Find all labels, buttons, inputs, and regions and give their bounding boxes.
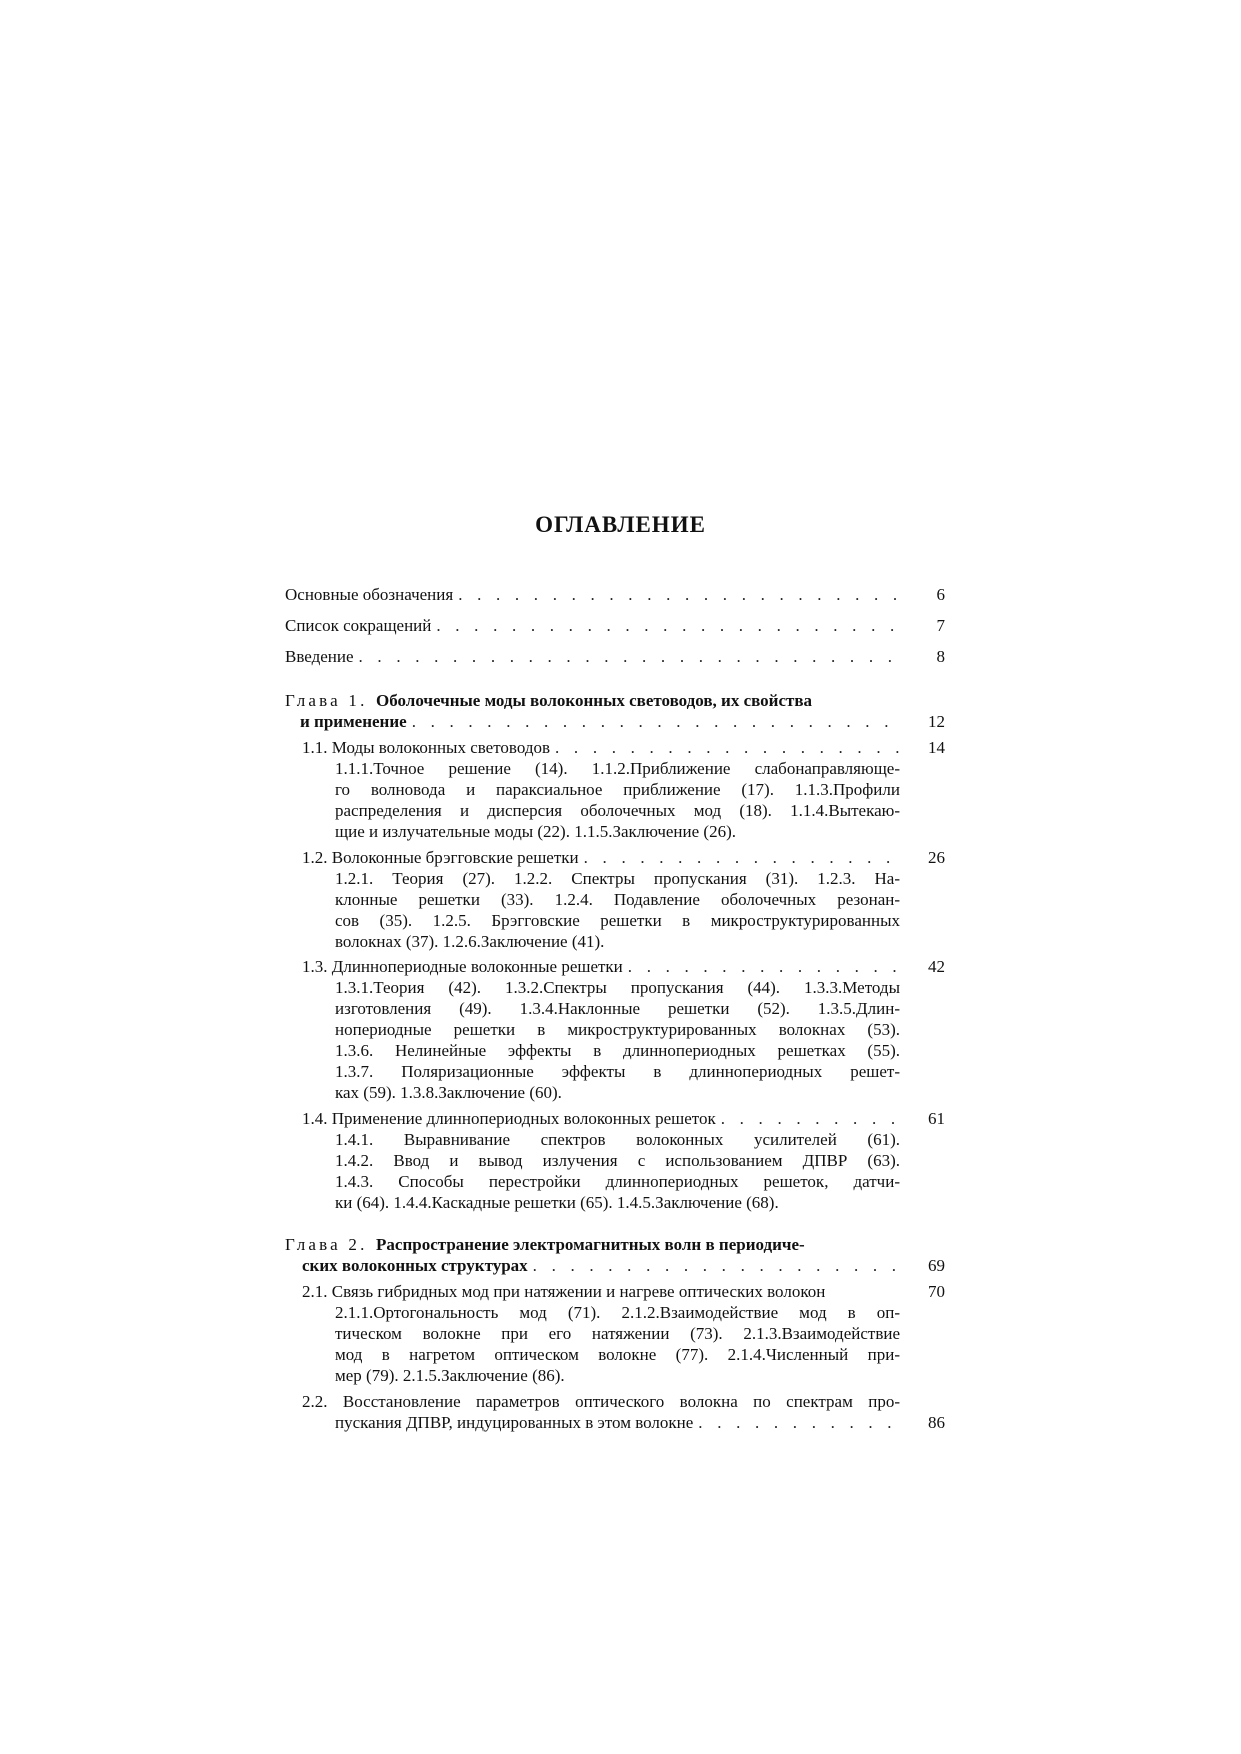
page-number: 42 <box>928 957 945 976</box>
subsection-line: 1.4.3. Способы перестройки длиннопериодных решеток, датчи- <box>335 1172 900 1191</box>
leader-dots <box>628 956 900 977</box>
toc-section-1-4[interactable] <box>302 1108 900 1129</box>
page-number: 61 <box>928 1109 945 1128</box>
subsection-line: 1.1.1.Точное решение (14). 1.1.2.Приближение слабонаправляюще- <box>335 759 900 778</box>
section-number: 2.1. <box>302 1282 328 1301</box>
leader-dots <box>458 584 900 605</box>
page-number: 6 <box>936 585 945 604</box>
page-number: 14 <box>928 738 945 757</box>
section-title: Моды волоконных световодов <box>331 738 551 757</box>
section-number: 1.3. <box>302 957 328 976</box>
subsection-line: нопериодные решетки в микроструктурированных волокнах (53). <box>335 1020 900 1039</box>
subsection-line: мер (79). 2.1.5.Заключение (86). <box>335 1366 565 1385</box>
chapter-title: Распространение электромагнитных волн в периодиче- <box>376 1235 805 1254</box>
toc-section-1-1[interactable] <box>302 737 900 758</box>
leader-dots <box>698 1412 900 1433</box>
toc-entry-introduction[interactable] <box>285 646 900 667</box>
page-number: 26 <box>928 848 945 867</box>
chapter-prefix: Глава 2. <box>285 1235 368 1254</box>
leader-dots <box>584 847 900 868</box>
page-title: ОГЛАВЛЕНИЕ <box>535 512 706 537</box>
subsection-line: го волновода и параксиальное приближение (17). 1.1.3.Профили <box>335 780 900 799</box>
section-number: 1.1. <box>302 738 328 757</box>
chapter-title-cont: ских волоконных структурах <box>302 1256 528 1275</box>
chapter-prefix: Глава 1. <box>285 691 368 710</box>
page-number: 70 <box>928 1282 945 1301</box>
section-number: 1.2. <box>302 848 328 867</box>
section-title: Волоконные брэгговские решетки <box>331 848 579 867</box>
entry-label: Список сокращений <box>285 616 432 635</box>
page-number: 7 <box>936 616 945 635</box>
subsection-line: 1.4.1. Выравнивание спектров волоконных усилителей (61). <box>335 1130 900 1149</box>
section-title: Длиннопериодные волоконные решетки <box>331 957 623 976</box>
section-number: 2.2. <box>302 1392 328 1411</box>
subsection-line: распределения и дисперсия оболочечных мод (18). 1.1.4.Вытекаю- <box>335 801 900 820</box>
subsection-line: тическом волокне при его натяжении (73). 2.1.3.Взаимодействие <box>335 1324 900 1343</box>
page-number: 86 <box>928 1413 945 1432</box>
leader-dots <box>533 1255 900 1276</box>
subsection-line: 1.3.1.Теория (42). 1.3.2.Спектры пропускания (44). 1.3.3.Методы <box>335 978 900 997</box>
toc-section-1-2[interactable] <box>302 847 900 868</box>
section-title: Восстановление параметров оптического волокна по спектрам про- <box>342 1392 900 1411</box>
leader-dots <box>412 711 900 732</box>
page-number: 8 <box>936 647 945 666</box>
chapter-1-heading[interactable] <box>285 690 900 711</box>
subsection-line: ках (59). 1.3.8.Заключение (60). <box>335 1083 562 1102</box>
subsection-line: 1.2.1. Теория (27). 1.2.2. Спектры пропускания (31). 1.2.3. На- <box>335 869 900 888</box>
chapter-title-cont: и применение <box>300 712 407 731</box>
toc-section-2-2-cont[interactable] <box>335 1412 900 1433</box>
section-title: Применение длиннопериодных волоконных решеток <box>331 1109 716 1128</box>
subsection-line: щие и излучательные моды (22). 1.1.5.Заключение (26). <box>335 822 736 841</box>
chapter-title: Оболочечные моды волоконных световодов, их свойства <box>376 691 813 710</box>
section-title: Связь гибридных мод при натяжении и нагреве оптических волокон <box>331 1282 826 1301</box>
toc-section-2-1[interactable] <box>302 1281 900 1302</box>
subsection-line: изготовления (49). 1.3.4.Наклонные решетки (52). 1.3.5.Длин- <box>335 999 900 1018</box>
subsection-line: клонные решетки (33). 1.2.4. Подавление оболочечных резонан- <box>335 890 900 909</box>
subsection-line: волокнах (37). 1.2.6.Заключение (41). <box>335 932 605 951</box>
page-number: 69 <box>928 1256 945 1275</box>
toc-entry-notation[interactable] <box>285 584 900 605</box>
leader-dots <box>555 737 900 758</box>
chapter-2-heading[interactable] <box>285 1234 900 1255</box>
chapter-1-heading-cont[interactable] <box>300 711 900 732</box>
subsection-line: 1.3.7. Поляризационные эффекты в длиннопериодных решет- <box>335 1062 900 1081</box>
leader-dots <box>436 615 900 636</box>
entry-label: Введение <box>285 647 354 666</box>
subsection-line: 1.3.6. Нелинейные эффекты в длиннопериодных решетках (55). <box>335 1041 900 1060</box>
subsection-line: мод в нагретом оптическом волокне (77). 2.1.4.Численный при- <box>335 1345 900 1364</box>
section-title-cont: пускания ДПВР, индуцированных в этом волокне <box>335 1413 694 1432</box>
entry-label: Основные обозначения <box>285 585 454 604</box>
toc-section-1-3[interactable] <box>302 956 900 977</box>
subsection-line: ки (64). 1.4.4.Каскадные решетки (65). 1.4.5.Заключение (68). <box>335 1193 779 1212</box>
subsection-line: 2.1.1.Ортогональность мод (71). 2.1.2.Взаимодействие мод в оп- <box>335 1303 900 1322</box>
subsection-line: 1.4.2. Ввод и вывод излучения с использованием ДПВР (63). <box>335 1151 900 1170</box>
leader-dots <box>721 1108 900 1129</box>
page-number: 12 <box>928 712 945 731</box>
leader-dots <box>359 646 900 667</box>
section-number: 1.4. <box>302 1109 328 1128</box>
toc-section-2-2[interactable] <box>302 1391 900 1412</box>
toc-entry-abbreviations[interactable] <box>285 615 900 636</box>
chapter-2-heading-cont[interactable] <box>302 1255 900 1276</box>
subsection-line: сов (35). 1.2.5. Брэгговские решетки в микроструктурированных <box>335 911 900 930</box>
